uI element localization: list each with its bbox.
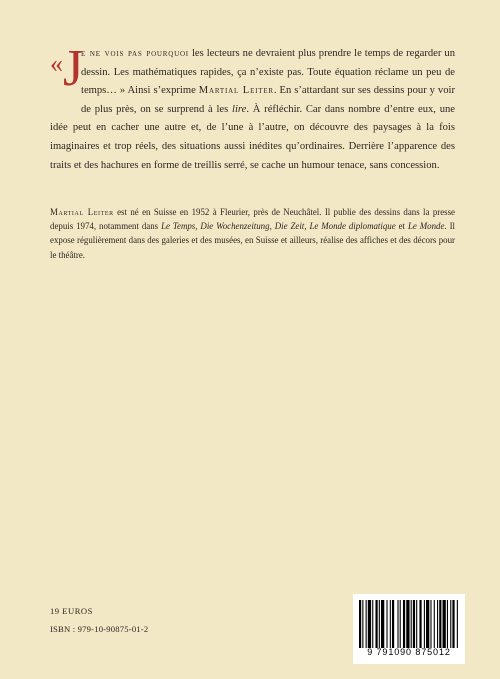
barcode-bar-6 <box>379 600 380 648</box>
barcode-bar-2 <box>366 600 367 648</box>
barcode-bar-21 <box>430 600 431 648</box>
barcode-bar-28 <box>452 600 454 648</box>
bio-text-2: . Il expose régulièrement dans des galeries et des musées, en Suisse et ailleurs, réalise des affiches et des décors pour le théâtre. <box>50 221 455 260</box>
quote-lead: e ne vois pas pourquoi <box>81 48 189 59</box>
quote-paragraph <box>50 40 455 175</box>
barcode-bar-8 <box>386 600 387 648</box>
barcode-bar-17 <box>416 600 417 648</box>
bio-sep-1: , <box>195 221 201 232</box>
bio-paper-1: Le Temps <box>161 221 196 232</box>
barcode-bar-19 <box>424 600 425 648</box>
bio-paper-3: Die Zeit <box>274 221 305 232</box>
drop-cap-group <box>50 40 84 103</box>
bio-paper-2: Die Wochenzeitung <box>200 221 270 232</box>
isbn-label: ISBN : 979-10-90875-01-2 <box>50 624 149 634</box>
barcode-bar-11 <box>397 600 398 648</box>
barcode-bar-24 <box>439 600 441 648</box>
barcode-bar-16 <box>413 600 415 648</box>
barcode-bar-23 <box>437 600 438 648</box>
bio-sep-2: , <box>269 221 275 232</box>
barcode-digits: 9 791090 875012 <box>367 647 451 657</box>
barcode-bar-14 <box>406 600 409 648</box>
author-bio <box>50 205 455 262</box>
barcode <box>353 594 465 664</box>
bio-text-1: est né en Suisse en 1952 à Fleurier, près de Neuchâtel. Il publie des dessins dans la presse depuis 1974, notamment dans <box>50 207 455 232</box>
barcode-bar-10 <box>392 600 394 648</box>
quote-author-name: Martial Leiter <box>198 85 274 97</box>
barcode-bar-0 <box>359 600 361 648</box>
barcode-bar-18 <box>419 600 421 648</box>
barcode-bar-9 <box>390 600 391 648</box>
opening-guillemet: « <box>50 49 63 78</box>
barcode-bar-27 <box>450 600 451 648</box>
quote-text-2: . En s’attardant sur ses dessins pour y voir de plus près, on se surprend à les <box>81 85 455 115</box>
barcode-bar-20 <box>426 600 429 648</box>
quote-text-1: les lecteurs ne devraient plus prendre le temps de regarder un dessin. Les mathématiques rapides, ça n’existe pas. Toute équation réclame un peu de temps… » Ainsi s’exprime <box>81 48 455 97</box>
barcode-bar-5 <box>375 600 377 648</box>
bio-paper-5: Le Monde <box>407 221 445 232</box>
barcode-bar-7 <box>381 600 384 648</box>
price-label: 19 EUROS <box>50 606 93 616</box>
barcode-bars <box>359 600 459 648</box>
barcode-bar-22 <box>434 600 435 648</box>
quote-italic-word: lire <box>232 103 247 115</box>
bio-sep-4: et <box>395 221 408 232</box>
bio-paper-4: Le Monde diplomatique <box>309 221 396 232</box>
barcode-bar-15 <box>411 600 412 648</box>
barcode-bar-12 <box>400 600 401 648</box>
barcode-bar-26 <box>447 600 448 648</box>
bio-sep-3: , <box>304 221 310 232</box>
barcode-bar-3 <box>368 600 371 648</box>
barcode-bar-25 <box>443 600 446 648</box>
bio-name: Martial Leiter <box>50 207 114 217</box>
barcode-bar-1 <box>362 600 363 648</box>
barcode-bar-4 <box>372 600 373 648</box>
barcode-bar-13 <box>403 600 405 648</box>
quote-text-3: . À réfléchir. Car dans nombre d’entre eux, une idée peut en cacher une autre et, de l’une à l’autre, on découvre des paysages à la fois imaginaires et trop réels, des situations aussi inédites qu’ordinaires. Derrière l’apparence des traits et des hachures en forme de treillis serré, se cache un humour tenace, sans concession. <box>50 103 455 171</box>
drop-cap: J <box>63 40 84 97</box>
barcode-bar-29 <box>457 600 458 648</box>
